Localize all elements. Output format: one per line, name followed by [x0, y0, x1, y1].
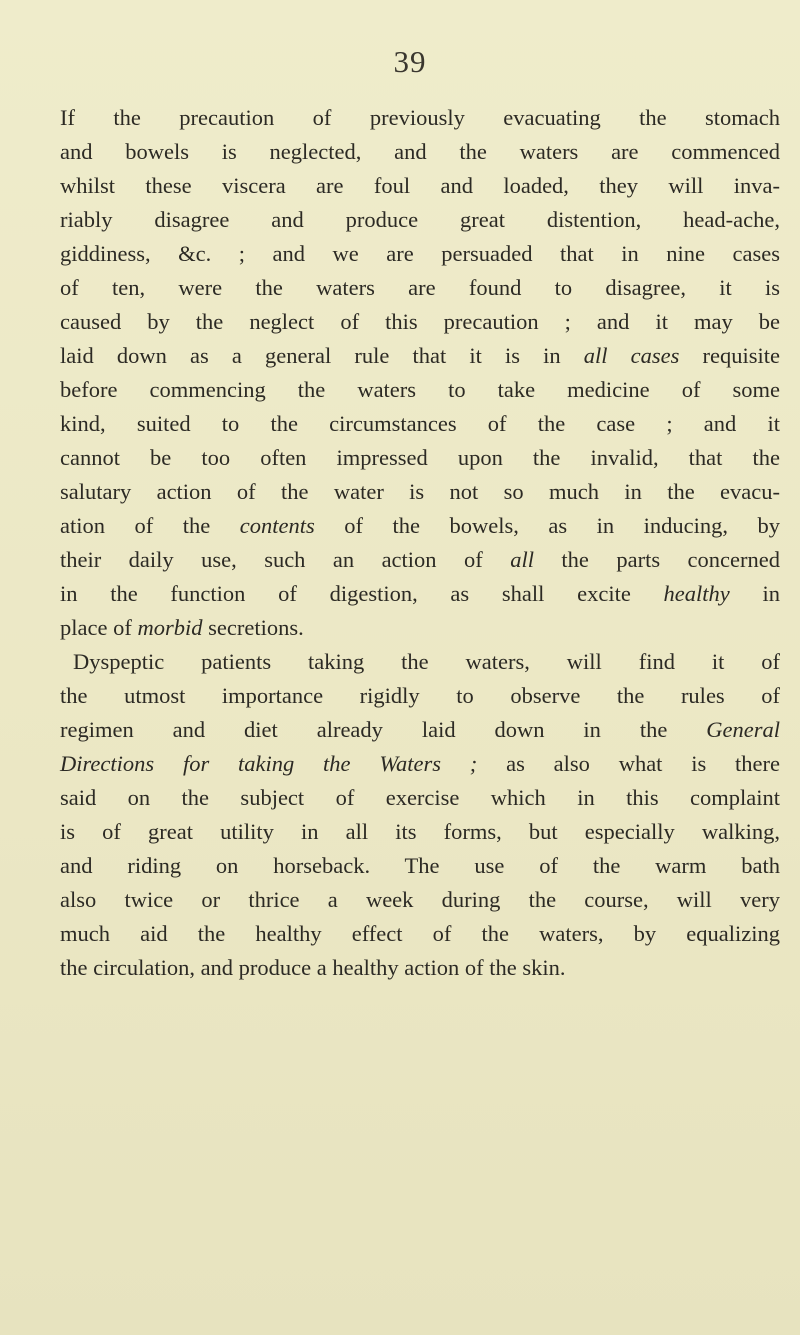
- text-line: [60, 679, 780, 713]
- text-line: [60, 101, 780, 135]
- italic-text: all: [510, 547, 534, 572]
- text-line: [60, 271, 780, 305]
- text-line: [60, 441, 780, 475]
- text-line: [60, 747, 780, 781]
- text-segment: as also what is there: [477, 751, 781, 776]
- text-line: [60, 407, 780, 441]
- text-segment: said on the subject of exercise which in this complaint: [60, 785, 780, 810]
- text-line: [60, 135, 780, 169]
- text-segment: If the precaution of previously evacuating the stomach: [60, 105, 780, 130]
- text-segment: also twice or thrice a week during the course, will very: [60, 887, 780, 912]
- text-segment: in the function of digestion, as shall excite: [60, 581, 664, 606]
- italic-text: healthy: [663, 581, 730, 606]
- text-line: [60, 781, 780, 815]
- text-segment: secretions.: [202, 615, 304, 640]
- text-segment: whilst these viscera are foul and loaded, they will inva-: [60, 173, 780, 198]
- text-line: [60, 645, 780, 679]
- text-segment: their daily use, such an action of: [60, 547, 511, 572]
- text-line: [60, 509, 780, 543]
- text-line: [60, 611, 780, 645]
- text-line: [60, 373, 780, 407]
- page-number: 39: [393, 44, 427, 79]
- text-line: [60, 713, 780, 747]
- text-segment: requisite: [679, 343, 780, 368]
- text-line: [60, 339, 780, 373]
- text-line: [60, 169, 780, 203]
- text-segment: caused by the neglect of this precaution ; and it may be: [60, 309, 780, 334]
- text-segment: Dyspeptic patients taking the waters, will find it of: [73, 649, 780, 674]
- text-segment: riably disagree and produce great distention, head-ache,: [60, 207, 780, 232]
- text-line: [60, 203, 780, 237]
- italic-text: morbid: [137, 615, 203, 640]
- text-segment: before commencing the waters to take medicine of some: [60, 377, 780, 402]
- text-segment: the utmost importance rigidly to observe the rules of: [60, 683, 780, 708]
- text-segment: place of: [60, 615, 138, 640]
- text-segment: salutary action of the water is not so much in the evacu-: [60, 479, 780, 504]
- text-line: [60, 543, 780, 577]
- text-segment: much aid the healthy effect of the waters, by equalizing: [60, 921, 780, 946]
- text-line: [60, 849, 780, 883]
- text-segment: ation of the: [60, 513, 240, 538]
- text-line: [60, 305, 780, 339]
- text-segment: kind, suited to the circumstances of the case ; and it: [60, 411, 780, 436]
- text-line: [60, 475, 780, 509]
- text-segment: and riding on horseback. The use of the warm bath: [60, 853, 780, 878]
- italic-text: Directions for taking the Waters ;: [60, 751, 478, 776]
- text-segment: is of great utility in all its forms, but especially walking,: [60, 819, 780, 844]
- text-segment: cannot be too often impressed upon the invalid, that the: [60, 445, 780, 470]
- text-segment: and bowels is neglected, and the waters are commenced: [60, 139, 780, 164]
- text-line: [60, 951, 780, 985]
- text-segment: the circulation, and produce a healthy action of the skin.: [60, 955, 566, 980]
- text-line: [60, 815, 780, 849]
- text-segment: of ten, were the waters are found to disagree, it is: [60, 275, 780, 300]
- text-line: [60, 883, 780, 917]
- paragraph: [60, 645, 780, 985]
- italic-text: General: [706, 717, 780, 742]
- text-segment: regimen and diet already laid down in the: [60, 717, 707, 742]
- text-line: [60, 577, 780, 611]
- italic-text: all cases: [583, 343, 680, 368]
- text-segment: laid down as a general rule that it is in: [60, 343, 584, 368]
- italic-text: contents: [239, 513, 315, 538]
- body-text: [60, 101, 780, 985]
- text-line: [60, 237, 780, 271]
- text-segment: of the bowels, as in inducing, by: [314, 513, 780, 538]
- text-segment: the parts concerned: [533, 547, 780, 572]
- text-segment: in: [729, 581, 780, 606]
- text-segment: giddiness, &c. ; and we are persuaded that in nine cases: [60, 241, 780, 266]
- paragraph: [60, 101, 780, 645]
- text-line: [60, 917, 780, 951]
